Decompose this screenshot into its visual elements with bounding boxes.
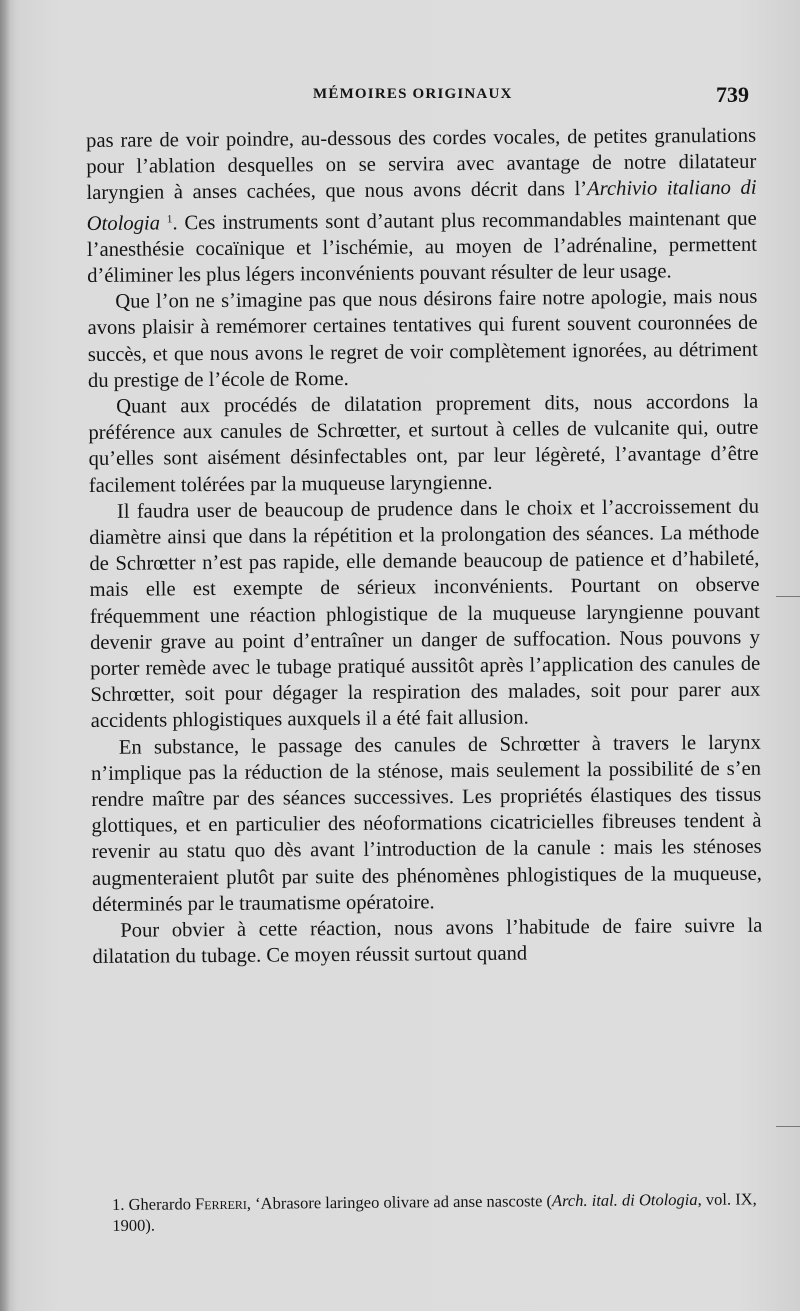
paragraph-2: Que l’on ne s’imagine pas que nous désirons faire notre apologie, mais nous avons plaisir à remémorer certaines tentatives qui furent souvent couronnées de succès, et que nous avons le regret de voir complètement ignorées, au détriment du prestige de l’école de Rome. [87,285,758,392]
body-text [86,123,763,971]
margin-mark [776,596,800,597]
spine-shadow [0,0,10,1311]
footnote-ref: 1 [166,212,173,225]
footnote-number: 1. [112,1194,125,1214]
margin-mark [776,1126,800,1127]
journal-title: Archivio italiano di Otologia [86,177,757,235]
paragraph-1 [86,123,757,289]
footnote-tail: , vol. IX, 1900). [112,1189,757,1235]
paragraph-3: Quant aux procédés de dilatation proprement dits, nous accordons la préférence aux canules de Schrœtter, et surtout à celles de vulcanite qui, outre qu’elles sont aisément désinfectables ont, par leur légèreté, l’avantage d’être facilement tolérées par la muqueuse laryngienne. [88,390,759,497]
paragraph-4: Il faudra user de beaucoup de prudence dans le choix et l’accroissement du diamètre ainsi que dans la répétition et la prolongation des séances. La méthode de Schrœtter n’est pas rapide, elle demande beaucoup de patience et d’habileté, mais elle est exempte de sérieux inconvénients. Pourtant on observe fréquemment une réaction phlogistique de la muqueuse laryngienne pouvant devenir grave au point d’entraîner un danger de suffocation. Nous pouvons y porter remède avec le tubage pratiqué aussitôt après l’application des canules de Schrœtter, soit pour dégager la respiration des malades, soit pour parer aux accidents phlogistiques auxquels il a été fait allusion. [89,495,761,733]
running-title: MÉMOIRES ORIGINAUX [313,86,513,102]
paragraph-5: En substance, le passage des canules de Schrœtter à travers le larynx n’implique pas la réduction de la sténose, mais seulement la possibilité de s’en rendre maître par des séances successives. Les propriétés élastiques des tissus glottiques, et en particulier des néoformations cicatricielles fibreuses tendent à revenir au statu quo dès avant l’introduction de la canule : mais les sténoses augmenteraient plutôt par suite des phénomènes phlogistiques de la muqueuse, déterminés par le traumatisme opératoire. [90,731,762,916]
footnote [112,1188,762,1236]
running-head [0,82,800,116]
footnote-author-first: Gherardo [128,1194,191,1214]
paragraph-1-tail: . Ces instruments sont d’autant plus recommandables maintenant que l’anesthésie cocaïnique et l’ischémie, au moyen de l’adrénaline, permettent d’éliminer les plus légers inconvénients pouvant résulter de leur usage. [86,207,758,288]
paragraph-1-lead: pas rare de voir poindre, au-dessous des cordes vocales, de petites granulations pour l’ablation desquelles on se servira avec avantage de notre dilatateur laryngien à anses cachées, que nous avons décrit dans l’ [86,124,757,205]
footnote-journal: Arch. ital. di Otologia [551,1189,698,1211]
paragraph-6: Pour obvier à cette réaction, nous avons l’habitude de faire suivre la dilatation du tubage. Ce moyen réussit surtout quand [92,914,763,969]
page-number: 739 [716,82,749,107]
footnote-author-last: Ferreri [194,1193,247,1214]
footnote-title: , ‘Abrasore laringeo olivare ad anse nascoste ( [246,1191,553,1213]
